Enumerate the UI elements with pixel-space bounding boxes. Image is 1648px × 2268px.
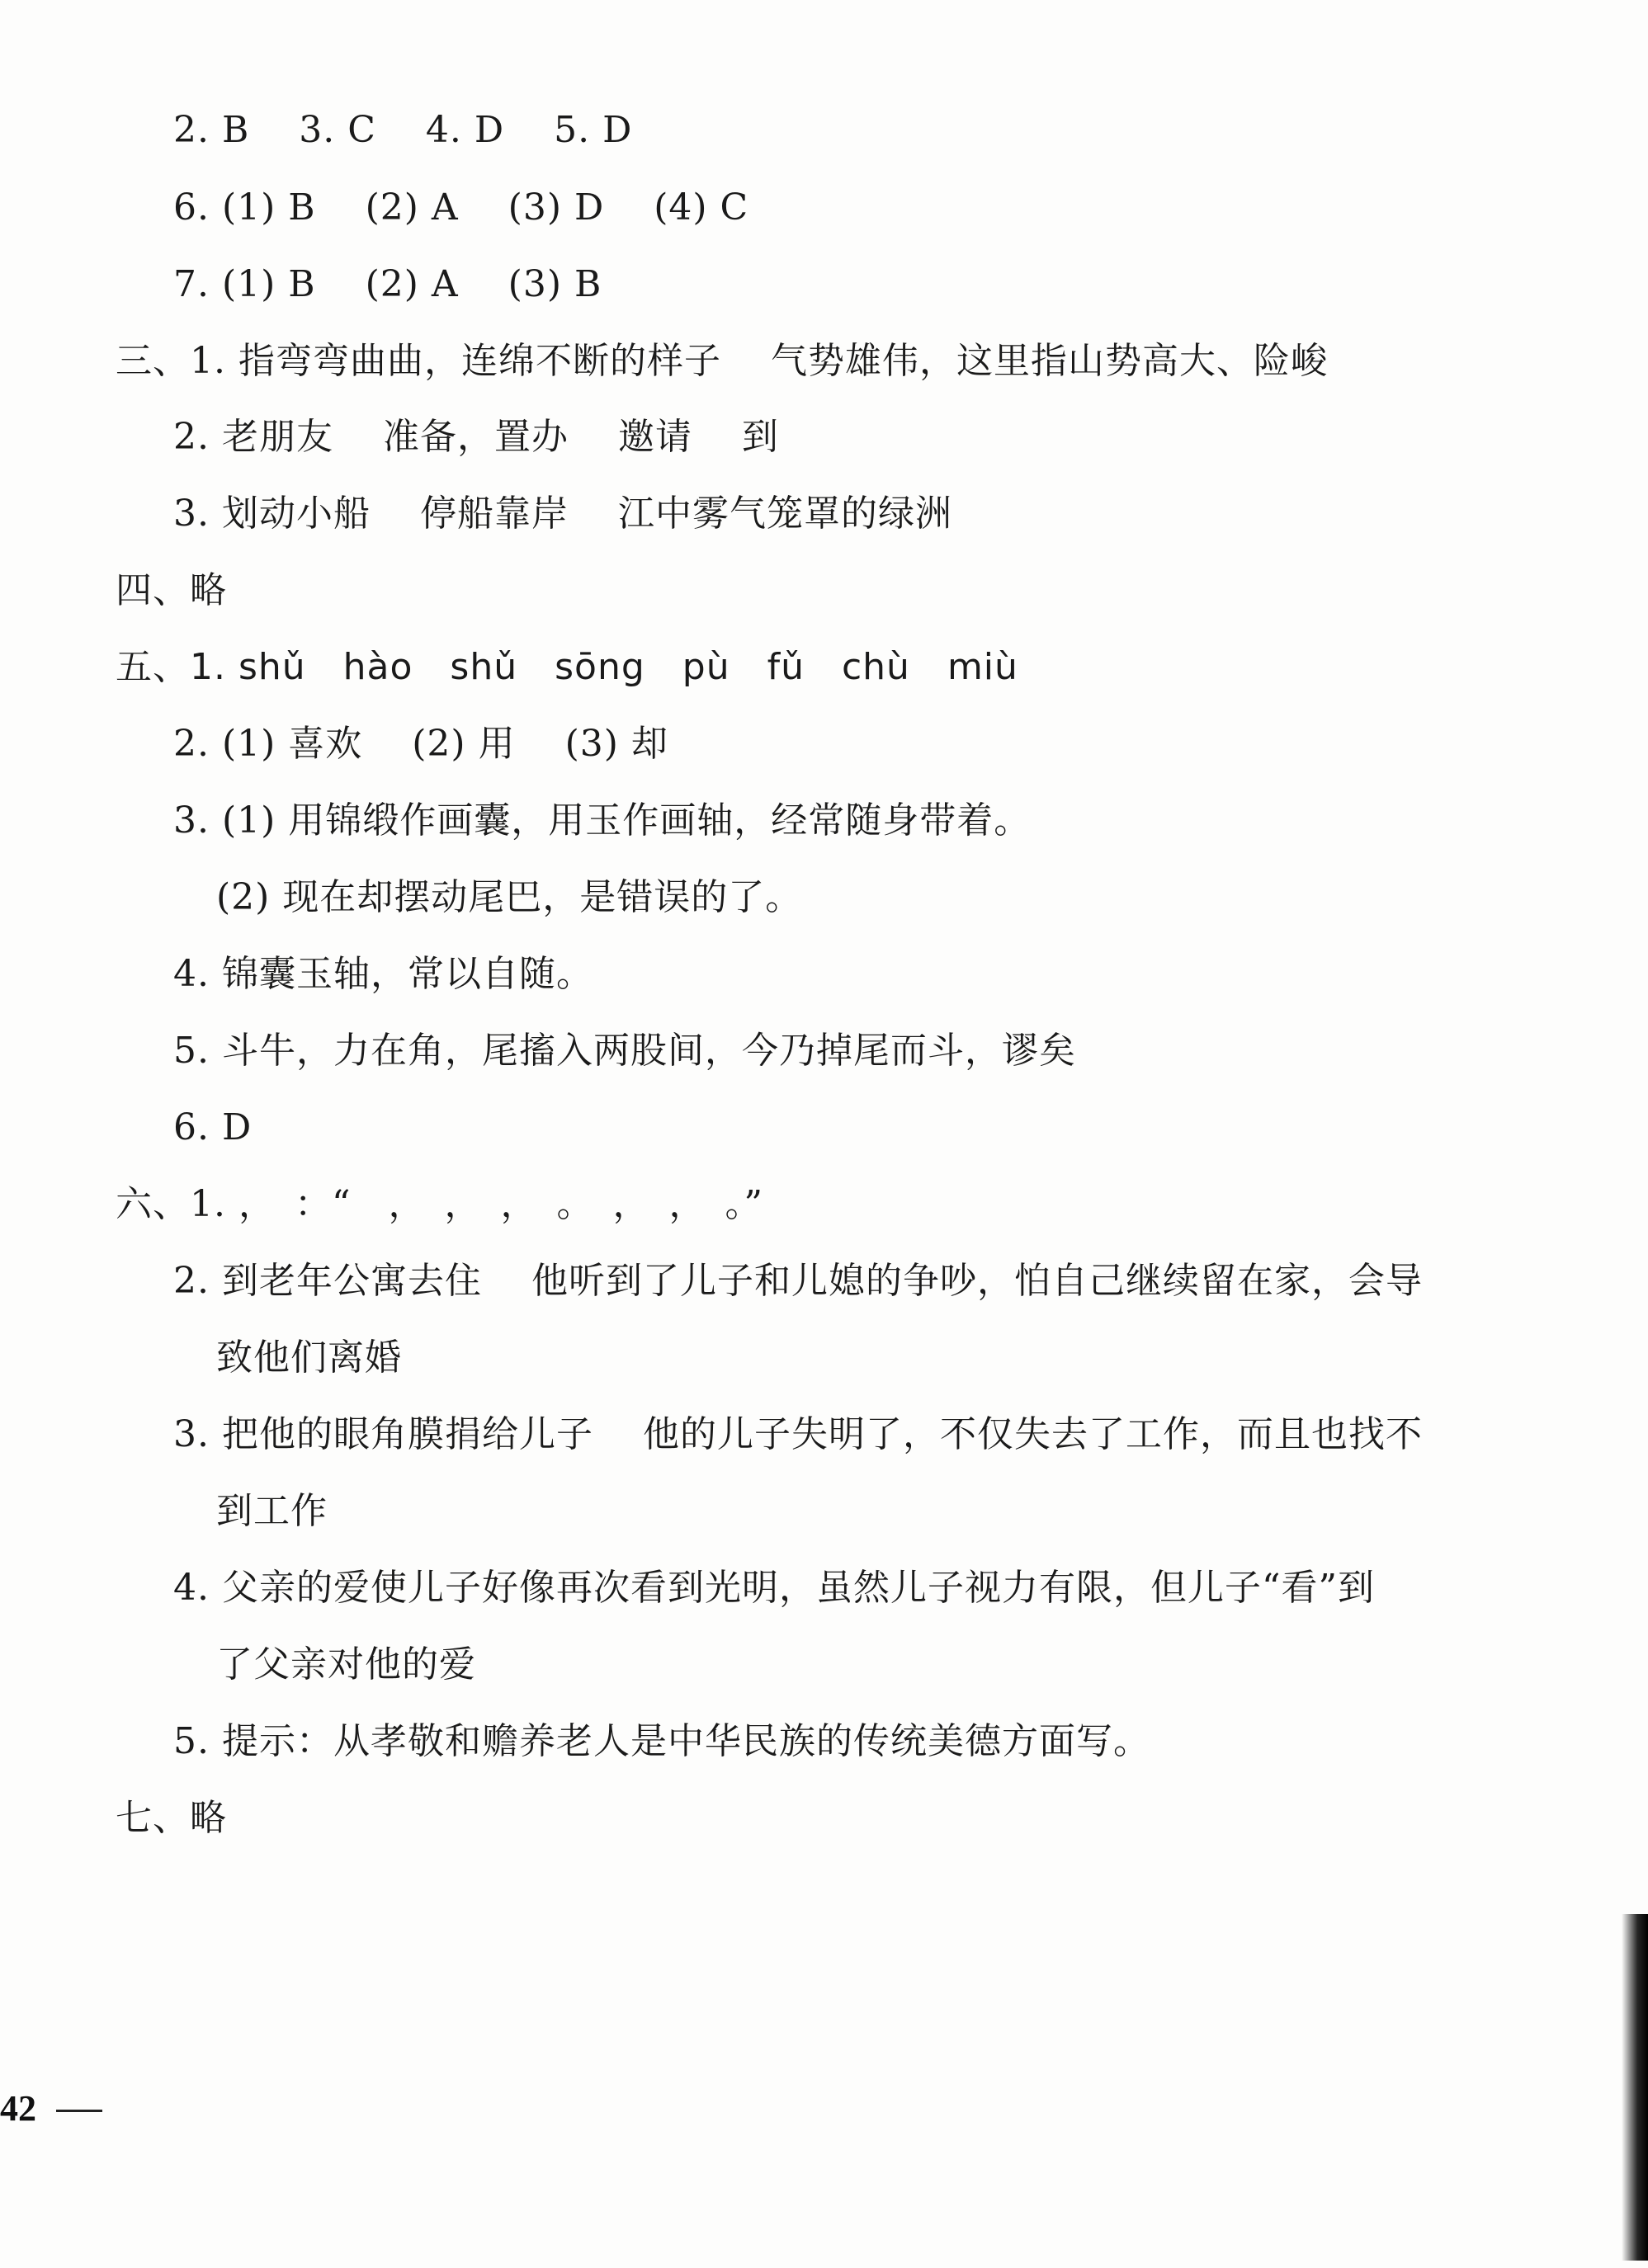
section-heading-line: 五、1. shǔ hào shǔ sōng pù fǔ chù miù bbox=[116, 646, 1018, 688]
answer-line: 4. 父亲的爱使儿子好像再次看到光明，虽然儿子视力有限，但儿子“看”到 bbox=[173, 1567, 1375, 1609]
answer-line: 3. 划动小船 停船靠岸 江中雾气笼罩的绿洲 bbox=[173, 493, 952, 535]
section-heading-line: 七、略 bbox=[116, 1797, 227, 1839]
answer-line: 6. D bbox=[173, 1106, 253, 1148]
answer-line: 4. 锦囊玉轴，常以自随。 bbox=[173, 953, 593, 995]
answer-line: 2. 到老年公寓去住 他听到了儿子和儿媳的争吵，怕自己继续留在家，会导 bbox=[173, 1260, 1423, 1302]
answer-line: 6. (1) B (2) A (3) D (4) C bbox=[173, 186, 749, 229]
answer-line: 2. (1) 喜欢 (2) 用 (3) 却 bbox=[173, 723, 668, 765]
answer-line: 2. 老朋友 准备，置办 邀请 到 bbox=[173, 416, 779, 458]
section-heading-line: 四、略 bbox=[116, 569, 227, 611]
section-heading-line: 六、1. ， ：“ ， ， ， 。 ， ， 。” bbox=[116, 1183, 763, 1225]
answer-line: 5. 提示：从孝敬和赡养老人是中华民族的传统美德方面写。 bbox=[173, 1720, 1150, 1762]
answer-line: 3. 把他的眼角膜捐给儿子 他的儿子失明了，不仅失去了工作，而且也找不 bbox=[173, 1413, 1423, 1455]
section-heading-line: 三、1. 指弯弯曲曲，连绵不断的样子 气势雄伟，这里指山势高大、险峻 bbox=[116, 340, 1328, 382]
page-number-dash bbox=[56, 2110, 102, 2112]
answer-continuation: 了父亲对他的爱 bbox=[216, 1643, 476, 1686]
answer-line: 7. (1) B (2) A (3) B bbox=[173, 263, 602, 305]
page-number: 42 bbox=[0, 2088, 36, 2129]
answer-line: 3. (1) 用锦缎作画囊，用玉作画轴，经常随身带着。 bbox=[173, 799, 1032, 842]
answer-subline: (2) 现在却摆动尾巴，是错误的了。 bbox=[216, 876, 803, 918]
answer-line: 5. 斗牛，力在角，尾搐入两股间，今乃掉尾而斗，谬矣 bbox=[173, 1030, 1076, 1072]
answer-continuation: 到工作 bbox=[216, 1490, 328, 1532]
answer-line: 2. B 3. C 4. D 5. D bbox=[173, 109, 633, 151]
scan-edge-shadow bbox=[1622, 1914, 1648, 2261]
answer-continuation: 致他们离婚 bbox=[216, 1337, 402, 1379]
